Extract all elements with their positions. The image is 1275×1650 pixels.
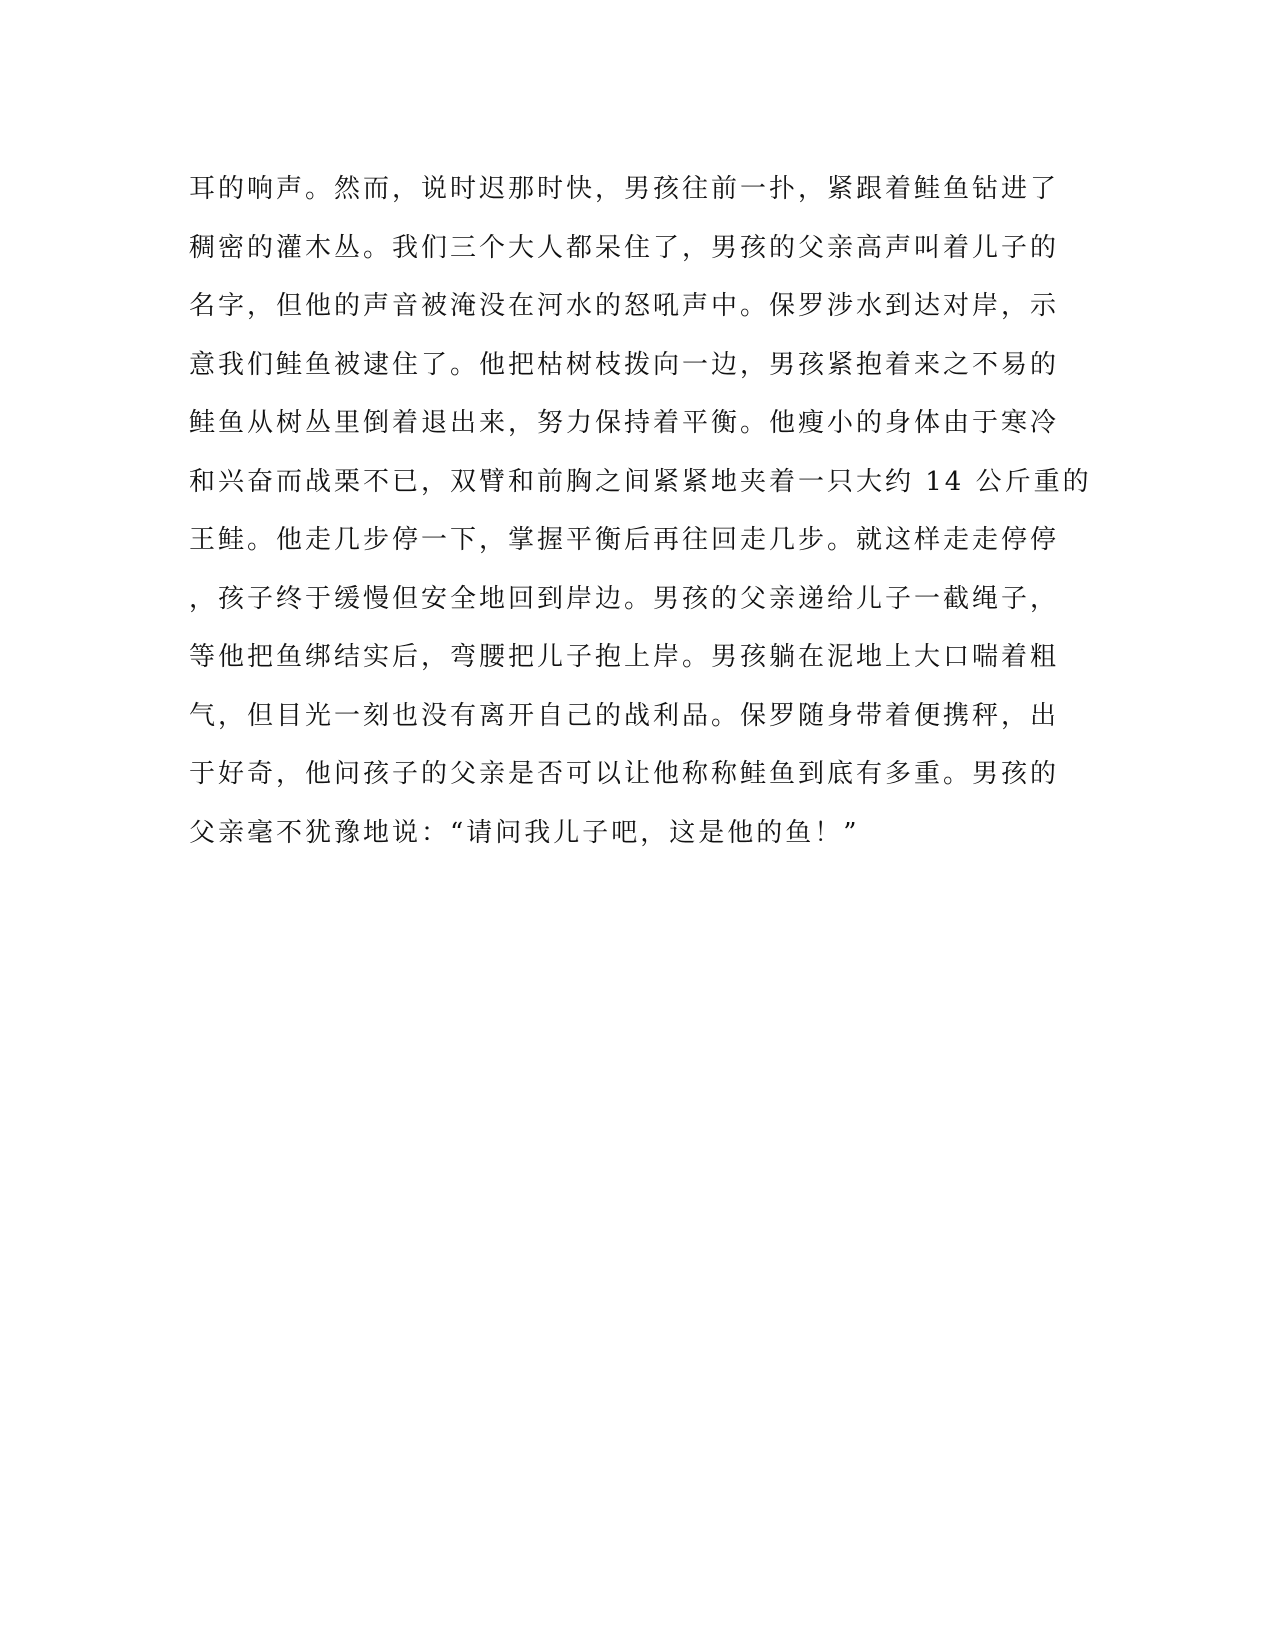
text-line: 等他把鱼绑结实后，弯腰把儿子抱上岸。男孩躺在泥地上大口喘着粗 <box>189 642 1060 672</box>
text-line: 气，但目光一刻也没有离开自己的战利品。保罗随身带着便携秤，出 <box>189 700 1060 731</box>
text-line: 耳的响声。然而，说时迟那时快，男孩往前一扑，紧跟着鲑鱼钻进了 <box>189 174 1060 204</box>
text-line: ，孩子终于缓慢但安全地回到岸边。男孩的父亲递给儿子一截绳子， <box>189 583 1060 614</box>
text-line: 于好奇，他问孩子的父亲是否可以让他称称鲑鱼到底有多重。男孩的 <box>189 759 1060 789</box>
text-line: 意我们鲑鱼被逮住了。他把枯树枝拨向一边，男孩紧抱着来之不易的 <box>189 349 1060 380</box>
text-line: 鲑鱼从树丛里倒着退出来，努力保持着平衡。他瘦小的身体由于寒冷 <box>189 408 1060 438</box>
text-line: 和兴奋而战栗不已，双臂和前胸之间紧紧地夹着一只大约 14 公斤重的 <box>189 466 1092 497</box>
text-line: 父亲毫不犹豫地说：“请问我儿子吧，这是他的鱼！” <box>189 817 860 848</box>
text-line: 名字，但他的声音被淹没在河水的怒吼声中。保罗涉水到达对岸，示 <box>189 291 1060 321</box>
text-line: 稠密的灌木丛。我们三个大人都呆住了，男孩的父亲高声叫着儿子的 <box>189 232 1060 263</box>
text-line: 王鲑。他走几步停一下，掌握平衡后再往回走几步。就这样走走停停 <box>189 525 1060 555</box>
body-paragraph <box>189 160 1092 862</box>
